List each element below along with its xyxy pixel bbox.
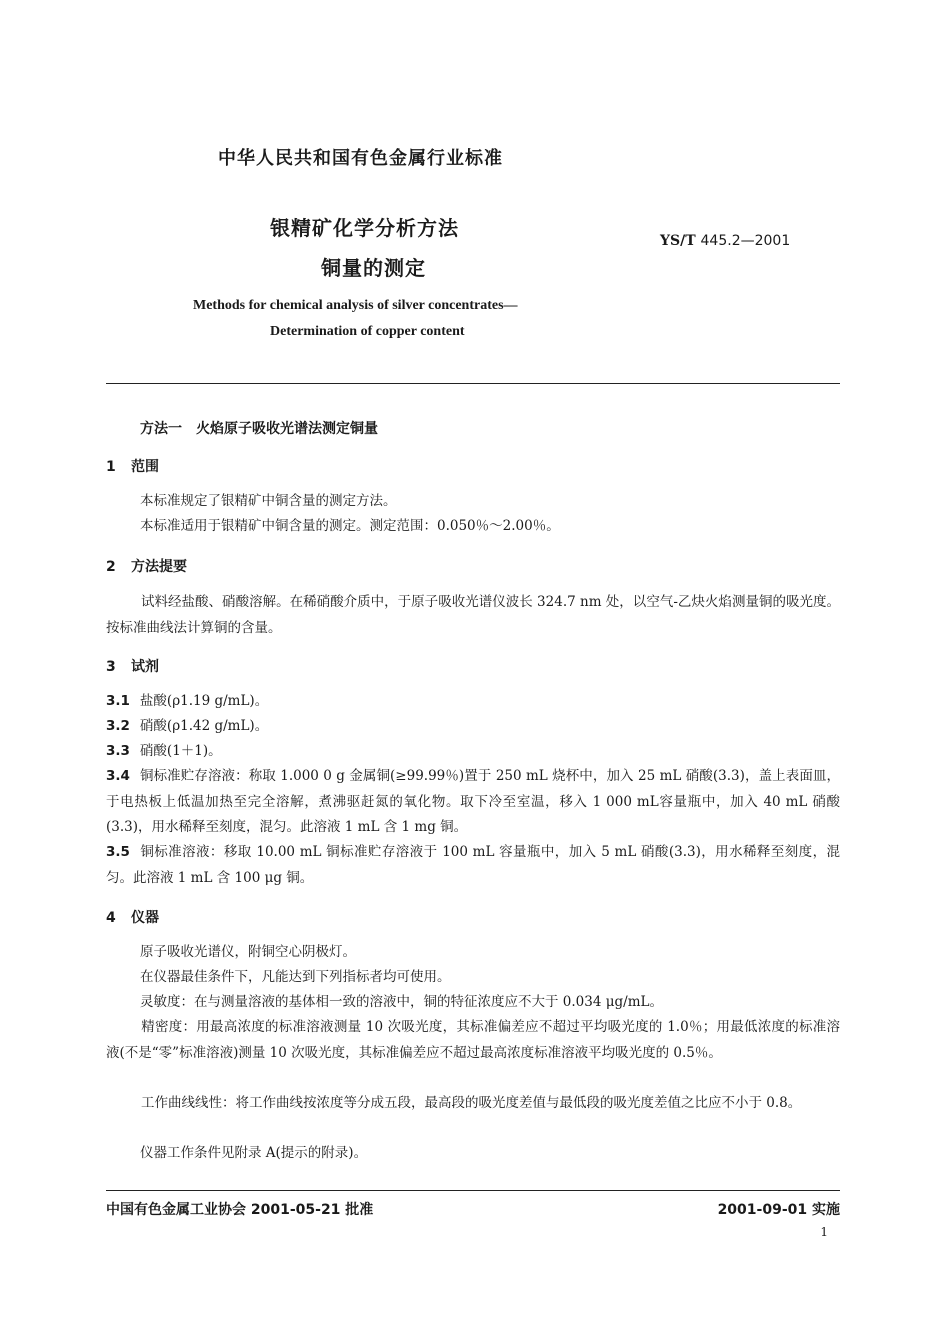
section-title: 方法提要 [131, 559, 187, 575]
section-1-heading [106, 456, 159, 476]
section-4-paragraph-6: 仪器工作条件见附录 A(提示的附录)。 [140, 1145, 368, 1161]
page-number: 1 [820, 1225, 828, 1239]
clause-text: 硝酸(1＋1)。 [139, 743, 222, 759]
section-4-heading [106, 907, 159, 927]
document-main-title: 银精矿化学分析方法 [270, 216, 459, 240]
clause-text: 硝酸(ρ1.42 g/mL)。 [139, 718, 269, 734]
clause-number: 3.2 [106, 718, 130, 734]
clause-number: 3.4 [106, 768, 130, 784]
section-2-paragraph [106, 590, 840, 641]
paragraph-text: 工作曲线线性：将工作曲线按浓度等分成五段，最高段的吸光度差值与最低段的吸光度差值之比应不小于 0.8。 [141, 1095, 802, 1111]
standard-code-number: 445.2—2001 [700, 233, 791, 249]
clause-number: 3.5 [106, 844, 130, 860]
section-title: 仪器 [131, 910, 159, 926]
implementation-date: 2001-09-01 实施 [717, 1202, 840, 1218]
reagent-item [106, 689, 840, 715]
paragraph-text: 精密度：用最高浓度的标准溶液测量 10 次吸光度，其标准偏差应不超过平均吸光度的 1.0％；用最低浓度的标准溶液(不是“零”标准溶液)测量 10 次吸光度，其标准偏差应不超过最高浓度标准溶液平均吸光度的 0.5％。 [106, 1019, 840, 1061]
reagent-item [106, 840, 840, 891]
reagent-item [106, 714, 840, 740]
reagent-item [106, 764, 840, 841]
standard-category-title: 中华人民共和国有色金属行业标准 [218, 148, 503, 169]
english-title-line1: Methods for chemical analysis of silver concentrates— [193, 298, 518, 313]
reagent-item [106, 739, 840, 765]
header-divider [106, 383, 840, 384]
standard-code [660, 233, 790, 249]
footer-divider [106, 1190, 840, 1191]
section-1-paragraph-1: 本标准规定了银精矿中铜含量的测定方法。 [140, 493, 397, 509]
section-number: 2 [106, 559, 116, 575]
section-2-heading [106, 556, 187, 576]
section-3-heading [106, 656, 159, 676]
section-4-paragraph-3: 灵敏度：在与测量溶液的基体相一致的溶液中，铜的特征浓度应不大于 0.034 μg/mL。 [140, 994, 663, 1010]
approval-info: 中国有色金属工业协会 2001-05-21 批准 [106, 1202, 374, 1218]
paragraph-text: 试料经盐酸、硝酸溶解。在稀硝酸介质中，于原子吸收光谱仪波长 324.7 nm 处，以空气-乙炔火焰测量铜的吸光度。按标准曲线法计算铜的含量。 [106, 594, 840, 636]
clause-text: 铜标准溶液：移取 10.00 mL 铜标准贮存溶液于 100 mL 容量瓶中，加入 5 mL 硝酸(3.3)，用水稀释至刻度，混匀。此溶液 1 mL 含 100 μg 铜。 [106, 844, 840, 886]
english-title-line2: Determination of copper content [270, 324, 465, 339]
section-number: 3 [106, 659, 116, 675]
section-number: 4 [106, 910, 116, 926]
clause-number: 3.3 [106, 743, 130, 759]
section-1-paragraph-2: 本标准适用于银精矿中铜含量的测定。测定范围：0.050％～2.00％。 [140, 518, 560, 534]
section-4-paragraph-4 [106, 1015, 840, 1066]
section-4-paragraph-5 [106, 1091, 840, 1117]
section-4-paragraph-1: 原子吸收光谱仪，附铜空心阴极灯。 [140, 944, 356, 960]
section-title: 试剂 [131, 659, 159, 675]
clause-number: 3.1 [106, 693, 130, 709]
section-title: 范围 [131, 459, 159, 475]
clause-text: 铜标准贮存溶液：称取 1.000 0 g 金属铜(≥99.99％)置于 250 mL 烧杯中，加入 25 mL 硝酸(3.3)，盖上表面皿，于电热板上低温加热至完全溶解，煮沸驱赶氮的氧化物。取下冷至室温，移入 1 000 mL容量瓶中，加入 40 mL 硝酸(3.3)，用水稀释至刻度，混匀。此溶液 1 mL 含 1 mg 铜。 [106, 768, 840, 835]
section-4-paragraph-2: 在仪器最佳条件下，凡能达到下列指标者均可使用。 [140, 969, 451, 985]
clause-text: 盐酸(ρ1.19 g/mL)。 [139, 693, 269, 709]
section-number: 1 [106, 459, 116, 475]
method-title: 方法一 火焰原子吸收光谱法测定铜量 [140, 421, 378, 437]
document-sub-title: 铜量的测定 [321, 256, 426, 280]
standard-code-prefix: YS/T [660, 233, 696, 249]
